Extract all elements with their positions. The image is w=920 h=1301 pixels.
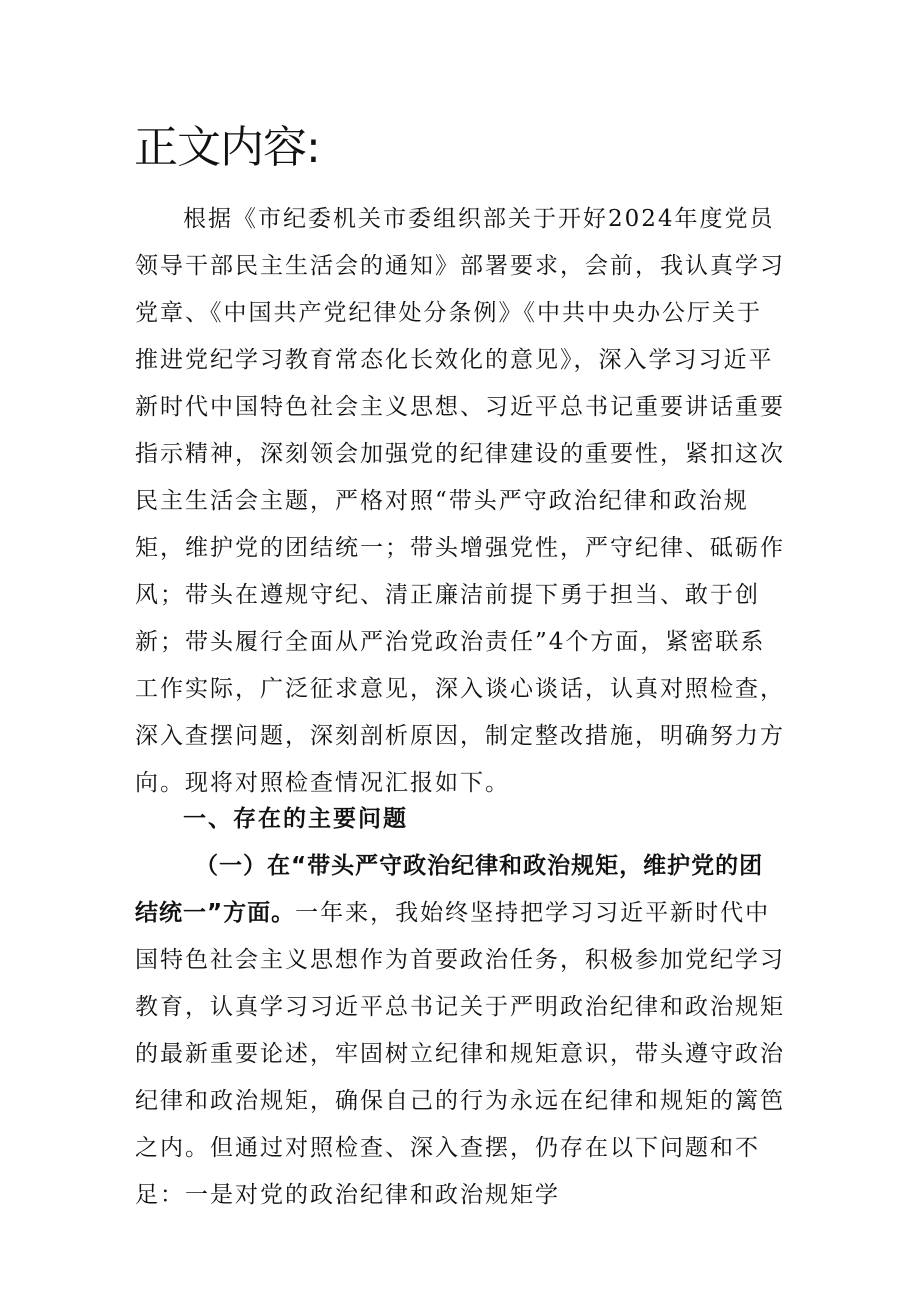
subsection-label: （一）在“带头严守政治纪律和政治规矩，维护党的团结统一”方面。 (135, 853, 764, 926)
document-title: 正文内容: (134, 122, 320, 173)
subsection-paragraph (135, 843, 785, 1219)
intro-paragraph-text: 根据《市纪委机关市委组织部关于开好2024年度党员领导干部民主生活会的通知》部署要求，会前，我认真学习党章、《中国共产党纪律处分条例》《中共中央办公厅关于推进党纪学习教育常态化长效化的意见》，深入学习习近平新时代中国特色社会主义思想、习近平总书记重要讲话重要指示精神，深刻领会加强党的纪律建设的重要性，紧扣这次民主生活会主题，严格对照“带头严守政治纪律和政治规矩，维护党的团结统一；带头增强党性，严守纪律、砥砺作风；带头在遵规守纪、清正廉洁前提下勇于担当、敢于创新；带头履行全面从严治党政治责任”4个方面，紧密联系工作实际，广泛征求意见，深入谈心谈话，认真对照检查，深入查摆问题，深刻剖析原因，制定整改措施，明确努力方向。现将对照检查情况汇报如下。 (135, 206, 785, 796)
subsection-body: 一年来，我始终坚持把学习习近平新时代中国特色社会主义思想作为首要政治任务，积极参加党纪学习教育，认真学习习近平总书记关于严明政治纪律和政治规矩的最新重要论述，牢固树立纪律和规矩意识，带头遵守政治纪律和政治规矩，确保自己的行为永远在纪律和规矩的篱笆之内。但通过对照检查、深入查摆，仍存在以下问题和不足：一是对党的政治纪律和政治规矩学 (135, 900, 785, 1208)
section-heading: 一、存在的主要问题 (183, 806, 408, 832)
intro-paragraph (135, 196, 785, 807)
